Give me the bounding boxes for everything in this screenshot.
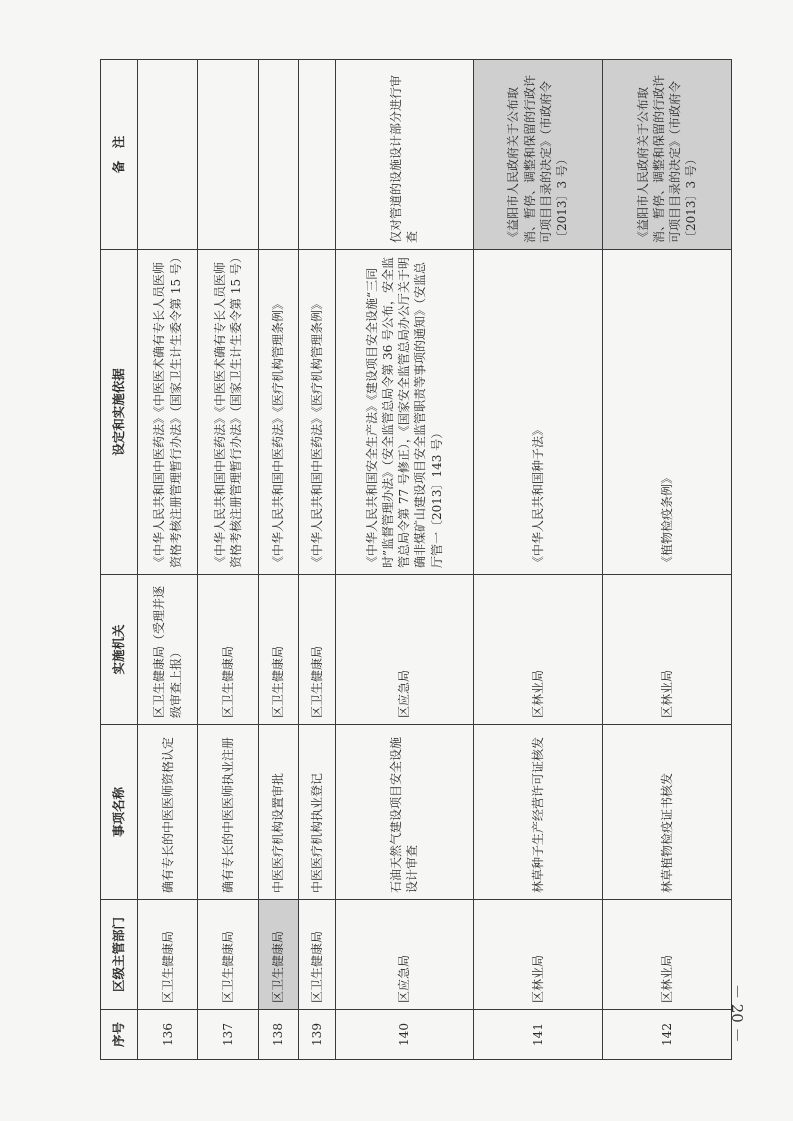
row-org: 区林业局 [473,575,602,725]
row-note [299,60,336,250]
table-row [299,60,336,1060]
row-org: 区卫生健康局 [198,575,258,725]
header-name: 事项名称 [101,725,138,900]
permit-items-table [100,59,732,1060]
row-org: 区卫生健康局（受理并逐级审查上报） [138,575,198,725]
row-org: 区林业局 [602,575,731,725]
row-dept: 区卫生健康局 [198,900,258,1010]
row-note: 《益阳市人民政府关于公布取消、暂停、调整和保留的行政许可项目目录的决定》（市政府令〔2013〕3 号） [602,60,731,250]
row-basis: 《中华人民共和国中医药法》《医疗机构管理条例》 [299,250,336,575]
header-no: 序号 [101,1010,138,1060]
header-basis: 设定和实施依据 [101,250,138,575]
row-org: 区卫生健康局 [258,575,299,725]
page-number: － 20 － [728,984,746,1043]
row-basis: 《中华人民共和国中医药法》《医疗机构管理条例》 [258,250,299,575]
rotated-table-container [100,60,732,1060]
header-dept: 区级主管部门 [101,900,138,1010]
row-no: 138 [258,1010,299,1060]
header-note: 备 注 [101,60,138,250]
row-dept: 区卫生健康局 [258,900,299,1010]
row-note: 《益阳市人民政府关于公布取消、暂停、调整和保留的行政许可项目目录的决定》（市政府令〔2013〕3 号） [473,60,602,250]
table-row [258,60,299,1060]
table-row [602,60,731,1060]
row-note [198,60,258,250]
table-row [335,60,473,1060]
row-name: 林草种子生产经营许可证核发 [473,725,602,900]
row-note: 仅对管道的设施设计部分进行审查 [335,60,473,250]
row-no: 142 [602,1010,731,1060]
row-name: 中医医疗机构设置审批 [258,725,299,900]
row-note [258,60,299,250]
row-basis: 《中华人民共和国中医药法》《中医医术确有专长人员医师资格考核注册管理暂行办法》（国家卫生计生委令第 15 号） [138,250,198,575]
row-no: 140 [335,1010,473,1060]
row-basis: 《中华人民共和国安全生产法》《建设项目安全设施“三同时”监督管理办法》（安全监管总局令第 36 号公布，安全监管总局令第 77 号修正），《国家安全监管总局办公厅关于明确非煤矿山建设项目安全监管职责等事项的通知》（安监总厅管一〔2013〕143 号） [335,250,473,575]
row-no: 136 [138,1010,198,1060]
row-note [138,60,198,250]
table-row [198,60,258,1060]
row-dept: 区应急局 [335,900,473,1010]
row-dept: 区卫生健康局 [138,900,198,1010]
table-row [473,60,602,1060]
row-basis: 《植物检疫条例》 [602,250,731,575]
row-name: 林草植物检疫证书核发 [602,725,731,900]
row-name: 中医医疗机构执业登记 [299,725,336,900]
row-dept: 区林业局 [473,900,602,1010]
row-basis: 《中华人民共和国种子法》 [473,250,602,575]
row-no: 139 [299,1010,336,1060]
row-basis: 《中华人民共和国中医药法》《中医医术确有专长人员医师资格考核注册管理暂行办法》（国家卫生计生委令第 15 号） [198,250,258,575]
row-dept: 区林业局 [602,900,731,1010]
table-header-row [101,60,138,1060]
row-org: 区应急局 [335,575,473,725]
table-row [138,60,198,1060]
row-dept: 区卫生健康局 [299,900,336,1010]
row-name: 石油天然气建设项目安全设施设计审查 [335,725,473,900]
row-no: 137 [198,1010,258,1060]
header-org: 实施机关 [101,575,138,725]
row-org: 区卫生健康局 [299,575,336,725]
row-name: 确有专长的中医医师执业注册 [198,725,258,900]
row-name: 确有专长的中医医师资格认定 [138,725,198,900]
row-no: 141 [473,1010,602,1060]
